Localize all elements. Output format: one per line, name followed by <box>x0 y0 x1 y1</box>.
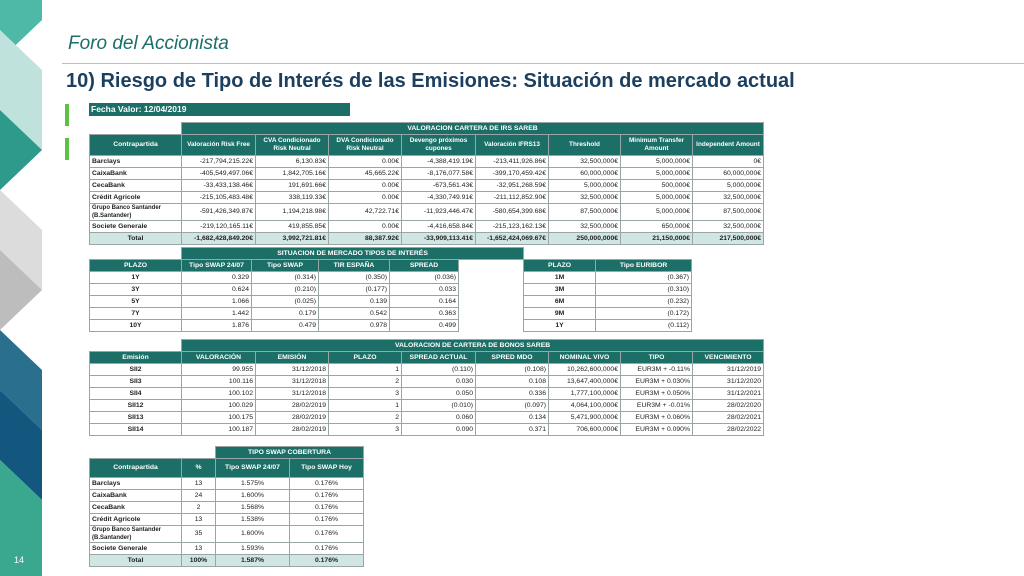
bond-value-cell: (0.010) <box>402 400 476 412</box>
counterparty-cell: Societe Generale <box>90 221 182 233</box>
value-cell: 0.00€ <box>329 192 402 204</box>
table-row <box>90 221 764 233</box>
term-cell: 1Y <box>90 272 182 284</box>
hedge-value-cell: 1.568% <box>216 502 290 514</box>
bond-value-cell: (0.097) <box>476 400 549 412</box>
value-cell: 87,500,000€ <box>549 204 621 221</box>
market-header: SPREAD <box>390 260 459 272</box>
total-cell: 217,500,000€ <box>693 233 764 245</box>
counterparty-cell: Crédit Agricole <box>90 514 182 526</box>
hedge-header: % <box>182 459 216 478</box>
euribor-term-cell: 3M <box>524 284 596 296</box>
bond-value-cell: 28/02/2021 <box>693 412 764 424</box>
value-cell: 45,665.22€ <box>329 168 402 180</box>
irs-header: CVA Condicionado Risk Neutral <box>256 135 329 156</box>
value-cell: -11,923,446.47€ <box>402 204 476 221</box>
table-row <box>90 364 764 376</box>
bond-header: TIPO <box>621 352 693 364</box>
market-header: Tipo SWAP <box>252 260 319 272</box>
bond-value-cell: 31/12/2020 <box>693 376 764 388</box>
hedge-value-cell: 1.600% <box>216 526 290 543</box>
market-title: SITUACION DE MERCADO TIPOS DE INTERÉS <box>182 248 524 260</box>
bond-value-cell: 13,647,400,000€ <box>549 376 621 388</box>
value-cell: 60,000,000€ <box>549 168 621 180</box>
table-row <box>90 376 764 388</box>
decorative-side-banner <box>0 0 42 576</box>
table-row <box>90 478 364 490</box>
irs-header: Independent Amount <box>693 135 764 156</box>
total-cell: 21,150,000€ <box>621 233 693 245</box>
value-cell: 5,000,000€ <box>693 180 764 192</box>
counterparty-cell: Grupo Banco Santander (B.Santander) <box>90 526 182 543</box>
bond-valuation-table <box>89 339 764 436</box>
euribor-rate-cell: (0.232) <box>596 296 692 308</box>
bond-value-cell: 3 <box>329 424 402 436</box>
table-row <box>90 296 692 308</box>
value-cell: 5,000,000€ <box>621 168 693 180</box>
bond-value-cell: 28/02/2020 <box>693 400 764 412</box>
irs-valuation-table <box>89 122 764 245</box>
counterparty-cell: Barclays <box>90 156 182 168</box>
header-divider <box>62 63 1024 64</box>
hedge-value-cell: 24 <box>182 490 216 502</box>
bond-name-cell: SII14 <box>90 424 182 436</box>
value-cell: 419,855.85€ <box>256 221 329 233</box>
rate-cell: 0.363 <box>390 308 459 320</box>
table-row <box>90 284 692 296</box>
hedge-value-cell: 0.176% <box>290 514 364 526</box>
table-row <box>90 272 692 284</box>
value-cell: 650,000€ <box>621 221 693 233</box>
value-cell: 500,000€ <box>621 180 693 192</box>
bond-value-cell: 2 <box>329 412 402 424</box>
euribor-rate-cell: (0.112) <box>596 320 692 332</box>
euribor-term-cell: 6M <box>524 296 596 308</box>
total-cell: -33,909,113.41€ <box>402 233 476 245</box>
hedge-value-cell: 1.600% <box>216 490 290 502</box>
bond-value-cell: EUR3M + -0.11% <box>621 364 693 376</box>
bond-header: SPREAD ACTUAL <box>402 352 476 364</box>
value-cell: 87,500,000€ <box>693 204 764 221</box>
value-cell: -215,105,483.48€ <box>182 192 256 204</box>
total-cell: Total <box>90 233 182 245</box>
bond-value-cell: 28/02/2022 <box>693 424 764 436</box>
euribor-term-cell: 1M <box>524 272 596 284</box>
table-row <box>90 308 692 320</box>
counterparty-cell: Societe Generale <box>90 543 182 555</box>
irs-header: DVA Condicionado Risk Neutral <box>329 135 402 156</box>
rate-cell: 0.624 <box>182 284 252 296</box>
market-rates-table <box>89 247 692 332</box>
bond-header: VALORACIÓN <box>182 352 256 364</box>
value-cell: 32,500,000€ <box>693 221 764 233</box>
total-cell: -1,682,428,849.20€ <box>182 233 256 245</box>
term-cell: 3Y <box>90 284 182 296</box>
bond-value-cell: EUR3M + 0.060% <box>621 412 693 424</box>
bond-value-cell: 28/02/2019 <box>256 400 329 412</box>
bond-value-cell: 4,064,100,000€ <box>549 400 621 412</box>
total-cell: Total <box>90 555 182 567</box>
bond-value-cell: (0.108) <box>476 364 549 376</box>
table-row <box>90 424 764 436</box>
table-row <box>90 192 764 204</box>
bond-header: Emisión <box>90 352 182 364</box>
value-cell: -32,951,268.59€ <box>476 180 549 192</box>
hedge-value-cell: 35 <box>182 526 216 543</box>
market-header: Tipo SWAP 24/07 <box>182 260 252 272</box>
bond-value-cell: 3 <box>329 388 402 400</box>
bond-value-cell: 0.060 <box>402 412 476 424</box>
euribor-rate-cell: (0.172) <box>596 308 692 320</box>
value-cell: -405,549,497.06€ <box>182 168 256 180</box>
bond-value-cell: 5,471,900,000€ <box>549 412 621 424</box>
green-accent-bars <box>65 104 69 172</box>
rate-cell: 0.978 <box>319 320 390 332</box>
value-cell: 32,500,000€ <box>549 156 621 168</box>
bond-name-cell: SII2 <box>90 364 182 376</box>
term-cell: 7Y <box>90 308 182 320</box>
hedge-value-cell: 1.538% <box>216 514 290 526</box>
value-cell: -217,794,215.22€ <box>182 156 256 168</box>
hedge-header: Tipo SWAP Hoy <box>290 459 364 478</box>
table-row <box>90 168 764 180</box>
rate-cell: (0.314) <box>252 272 319 284</box>
hedge-value-cell: 13 <box>182 514 216 526</box>
value-cell: -33,433,138.46€ <box>182 180 256 192</box>
bond-value-cell: EUR3M + 0.090% <box>621 424 693 436</box>
table-row <box>90 502 364 514</box>
hedge-value-cell: 0.176% <box>290 526 364 543</box>
hedge-value-cell: 13 <box>182 478 216 490</box>
bond-name-cell: SII13 <box>90 412 182 424</box>
counterparty-cell: CecaBank <box>90 502 182 514</box>
table-row <box>90 156 764 168</box>
total-cell: 88,387.92€ <box>329 233 402 245</box>
value-cell: -211,112,852.90€ <box>476 192 549 204</box>
value-cell: 5,000,000€ <box>621 204 693 221</box>
irs-header: Minimum Transfer Amount <box>621 135 693 156</box>
term-cell: 10Y <box>90 320 182 332</box>
bond-value-cell: 100.187 <box>182 424 256 436</box>
page-number: 14 <box>14 555 25 565</box>
bonos-title: VALORACION DE CARTERA DE BONOS SAREB <box>182 340 764 352</box>
counterparty-cell: Crédit Agricole <box>90 192 182 204</box>
value-cell: -4,330,749.91€ <box>402 192 476 204</box>
total-cell: 3,992,721.81€ <box>256 233 329 245</box>
counterparty-cell: Barclays <box>90 478 182 490</box>
hedge-value-cell: 0.176% <box>290 478 364 490</box>
rate-cell: 1.876 <box>182 320 252 332</box>
hedge-value-cell: 1.593% <box>216 543 290 555</box>
value-cell: -215,123,162.13€ <box>476 221 549 233</box>
irs-title: VALORACION CARTERA DE IRS SAREB <box>182 123 764 135</box>
total-cell: 1.587% <box>216 555 290 567</box>
total-row <box>90 555 364 567</box>
rate-cell: 0.499 <box>390 320 459 332</box>
rate-cell: (0.036) <box>390 272 459 284</box>
euribor-header: PLAZO <box>524 260 596 272</box>
table-row <box>90 388 764 400</box>
bond-value-cell: 2 <box>329 376 402 388</box>
value-cell: -213,411,926.86€ <box>476 156 549 168</box>
table-row <box>90 320 692 332</box>
page-title: 10) Riesgo de Tipo de Interés de las Emisiones: Situación de mercado actual <box>66 70 795 92</box>
rate-cell: 0.542 <box>319 308 390 320</box>
hedge-value-cell: 2 <box>182 502 216 514</box>
value-cell: 0.00€ <box>329 156 402 168</box>
bond-name-cell: SII4 <box>90 388 182 400</box>
bond-value-cell: 0.336 <box>476 388 549 400</box>
value-cell: 5,000,000€ <box>621 192 693 204</box>
bond-value-cell: 31/12/2018 <box>256 376 329 388</box>
bond-value-cell: 100.175 <box>182 412 256 424</box>
bond-value-cell: EUR3M + -0.01% <box>621 400 693 412</box>
rate-cell: (0.350) <box>319 272 390 284</box>
bond-value-cell: 1 <box>329 400 402 412</box>
table-row <box>90 490 364 502</box>
section-subtitle: Foro del Accionista <box>68 33 229 54</box>
bond-value-cell: 31/12/2018 <box>256 364 329 376</box>
value-cell: -399,170,459.42€ <box>476 168 549 180</box>
hedge-header: Tipo SWAP 24/07 <box>216 459 290 478</box>
counterparty-cell: CaixaBank <box>90 490 182 502</box>
rate-cell: 1.442 <box>182 308 252 320</box>
bond-value-cell: 100.116 <box>182 376 256 388</box>
irs-header: Valoración IFRS13 <box>476 135 549 156</box>
rate-cell: 0.033 <box>390 284 459 296</box>
market-header: TIR ESPAÑA <box>319 260 390 272</box>
value-cell: 0€ <box>693 156 764 168</box>
value-cell: 6,130.83€ <box>256 156 329 168</box>
bond-value-cell: 31/12/2018 <box>256 388 329 400</box>
bond-value-cell: 1,777,100,000€ <box>549 388 621 400</box>
value-cell: -8,176,077.58€ <box>402 168 476 180</box>
bond-value-cell: 28/02/2019 <box>256 424 329 436</box>
hedge-value-cell: 0.176% <box>290 490 364 502</box>
rate-cell: 0.329 <box>182 272 252 284</box>
table-row <box>90 204 764 221</box>
bond-value-cell: 100.102 <box>182 388 256 400</box>
hedge-value-cell: 1.575% <box>216 478 290 490</box>
value-cell: -4,388,419.19€ <box>402 156 476 168</box>
bond-value-cell: 0.108 <box>476 376 549 388</box>
rate-cell: 0.179 <box>252 308 319 320</box>
bond-value-cell: 0.050 <box>402 388 476 400</box>
value-cell: 32,500,000€ <box>549 221 621 233</box>
value-cell: -4,416,658.84€ <box>402 221 476 233</box>
value-cell: -591,426,349.87€ <box>182 204 256 221</box>
hedge-value-cell: 0.176% <box>290 502 364 514</box>
total-cell: 0.176% <box>290 555 364 567</box>
euribor-header: Tipo EURIBOR <box>596 260 692 272</box>
counterparty-cell: Grupo Banco Santander (B.Santander) <box>90 204 182 221</box>
total-cell: 250,000,000€ <box>549 233 621 245</box>
rate-cell: 0.164 <box>390 296 459 308</box>
irs-header: Valoración Risk Free <box>182 135 256 156</box>
value-cell: 0.00€ <box>329 180 402 192</box>
bond-value-cell: 28/02/2019 <box>256 412 329 424</box>
bond-value-cell: 0.090 <box>402 424 476 436</box>
value-cell: -580,654,399.68€ <box>476 204 549 221</box>
bond-name-cell: SII3 <box>90 376 182 388</box>
irs-header: Contrapartida <box>90 135 182 156</box>
value-cell: 5,000,000€ <box>621 156 693 168</box>
euribor-term-cell: 9M <box>524 308 596 320</box>
table-row <box>90 514 364 526</box>
hedge-value-cell: 0.176% <box>290 543 364 555</box>
bond-value-cell: 1 <box>329 364 402 376</box>
counterparty-cell: CecaBank <box>90 180 182 192</box>
euribor-rate-cell: (0.310) <box>596 284 692 296</box>
table-row <box>90 543 364 555</box>
value-cell: 1,842,705.16€ <box>256 168 329 180</box>
bond-value-cell: 10,262,600,000€ <box>549 364 621 376</box>
counterparty-cell: CaixaBank <box>90 168 182 180</box>
value-cell: 32,500,000€ <box>549 192 621 204</box>
fecha-valor-label: Fecha Valor: 12/04/2019 <box>89 103 350 116</box>
value-cell: 5,000,000€ <box>549 180 621 192</box>
bond-value-cell: 0.030 <box>402 376 476 388</box>
bond-value-cell: 100.029 <box>182 400 256 412</box>
table-row <box>90 400 764 412</box>
euribor-rate-cell: (0.367) <box>596 272 692 284</box>
value-cell: 60,000,000€ <box>693 168 764 180</box>
market-header: PLAZO <box>90 260 182 272</box>
bond-value-cell: 31/12/2021 <box>693 388 764 400</box>
value-cell: 0.00€ <box>329 221 402 233</box>
bond-value-cell: 0.134 <box>476 412 549 424</box>
bond-header: NOMINAL VIVO <box>549 352 621 364</box>
total-row <box>90 233 764 245</box>
table-row <box>90 526 364 543</box>
hedge-value-cell: 13 <box>182 543 216 555</box>
value-cell: 1,194,218.98€ <box>256 204 329 221</box>
value-cell: -673,561.43€ <box>402 180 476 192</box>
total-cell: -1,652,424,069.67€ <box>476 233 549 245</box>
bond-value-cell: EUR3M + 0.030% <box>621 376 693 388</box>
irs-header: Threshold <box>549 135 621 156</box>
bond-header: EMISIÓN <box>256 352 329 364</box>
bond-value-cell: 31/12/2019 <box>693 364 764 376</box>
hedge-header: Contrapartida <box>90 459 182 478</box>
bond-value-cell: (0.110) <box>402 364 476 376</box>
value-cell: 338,119.33€ <box>256 192 329 204</box>
bond-name-cell: SII12 <box>90 400 182 412</box>
bond-header: SPRED MDO <box>476 352 549 364</box>
irs-header: Devengo próximos cupones <box>402 135 476 156</box>
bond-header: VENCIMIENTO <box>693 352 764 364</box>
rate-cell: 0.139 <box>319 296 390 308</box>
rate-cell: (0.025) <box>252 296 319 308</box>
bond-header: PLAZO <box>329 352 402 364</box>
value-cell: 32,500,000€ <box>693 192 764 204</box>
rate-cell: (0.177) <box>319 284 390 296</box>
rate-cell: 0.479 <box>252 320 319 332</box>
total-cell: 100% <box>182 555 216 567</box>
value-cell: -219,120,165.11€ <box>182 221 256 233</box>
bond-value-cell: EUR3M + 0.050% <box>621 388 693 400</box>
bond-value-cell: 99.955 <box>182 364 256 376</box>
value-cell: 42,722.71€ <box>329 204 402 221</box>
table-row <box>90 180 764 192</box>
value-cell: 191,691.66€ <box>256 180 329 192</box>
table-row <box>90 412 764 424</box>
swap-hedge-table <box>89 446 364 567</box>
bond-value-cell: 0.371 <box>476 424 549 436</box>
rate-cell: (0.210) <box>252 284 319 296</box>
term-cell: 5Y <box>90 296 182 308</box>
cobertura-title: TIPO SWAP COBERTURA <box>216 447 364 459</box>
rate-cell: 1.066 <box>182 296 252 308</box>
euribor-term-cell: 1Y <box>524 320 596 332</box>
bond-value-cell: 706,600,000€ <box>549 424 621 436</box>
